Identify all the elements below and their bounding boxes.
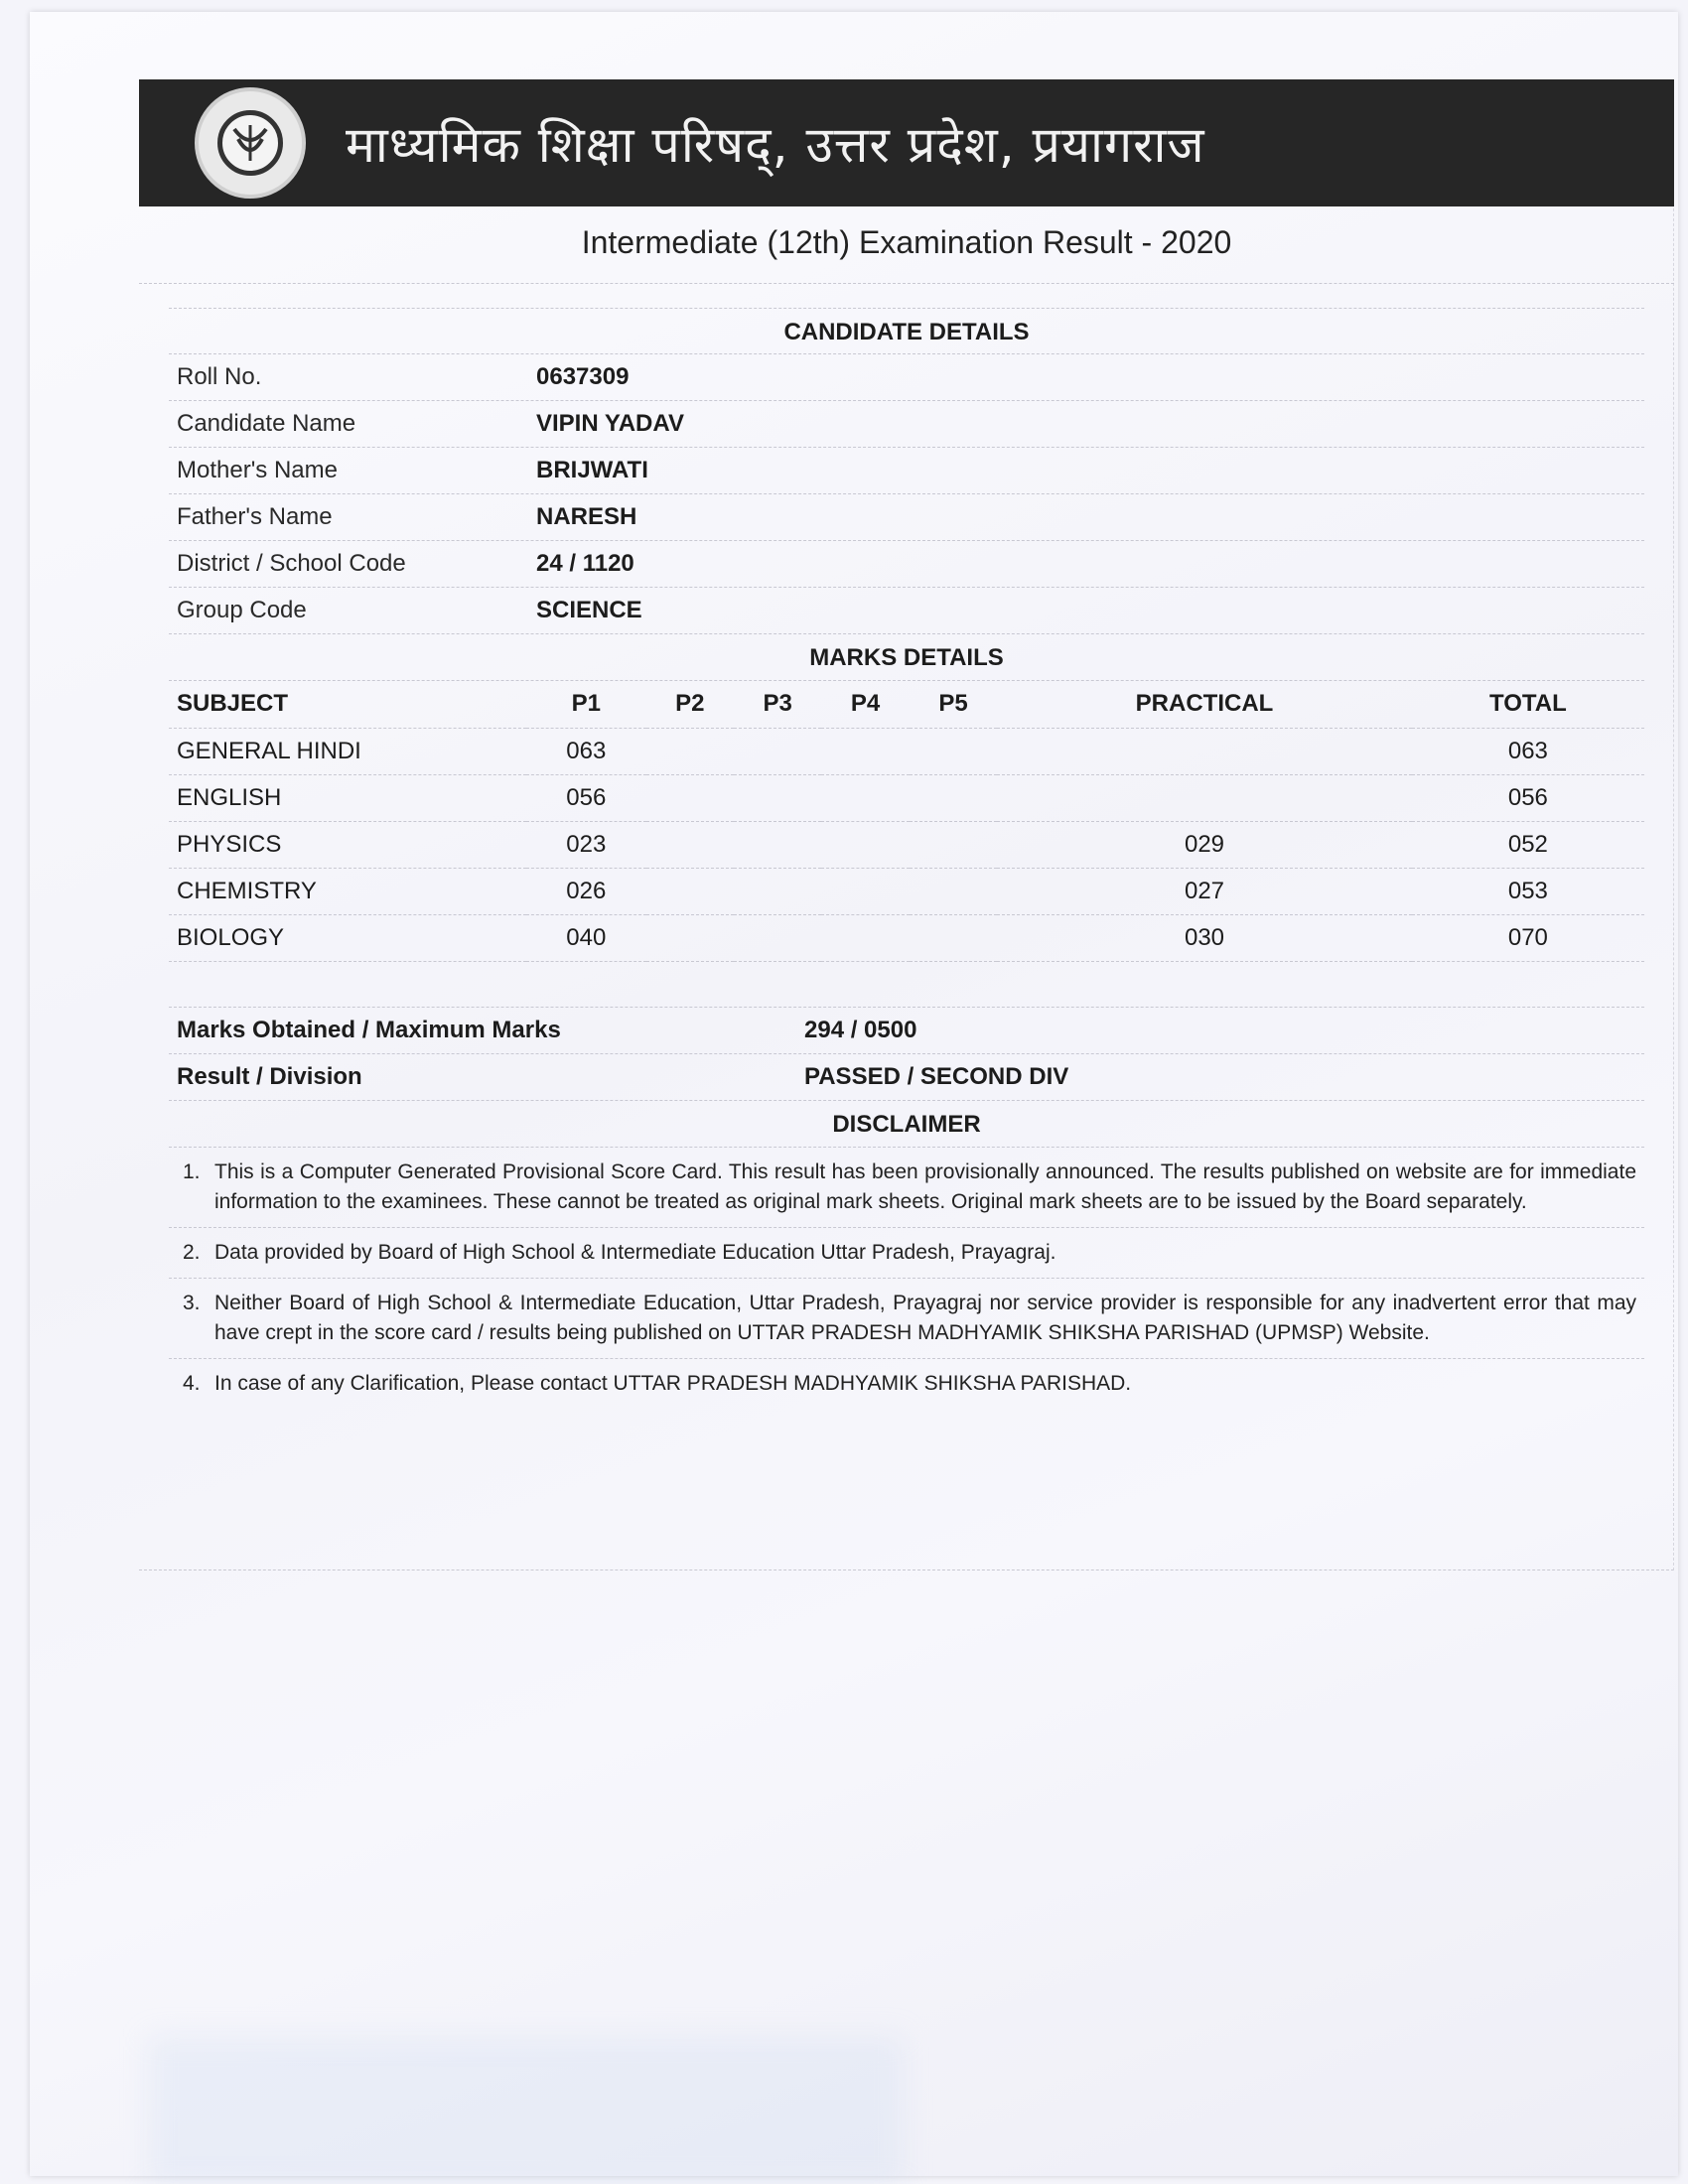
item-text: In case of any Clarification, Please contact UTTAR PRADESH MADHYAMIK SHIKSHA PARISHAD. [214,1371,1132,1395]
p1-cell: 063 [526,728,646,774]
marks-table [169,681,1644,962]
p5-cell [910,821,997,868]
p1-cell: 056 [526,774,646,821]
field-label: Candidate Name [177,410,356,437]
p2-cell [646,821,734,868]
exam-title: Intermediate (12th) Examination Result - 2020 [581,224,1232,260]
item-number: 3. [183,1291,201,1314]
total-cell: 053 [1412,868,1644,914]
practical-cell: 027 [997,868,1412,914]
p4-cell [821,774,909,821]
candidate-details-heading: CANDIDATE DETAILS [169,308,1644,354]
roll-no-row [169,354,1644,401]
p2-cell [646,728,734,774]
subject-cell: ENGLISH [169,774,526,821]
group-code-value: SCIENCE [536,597,642,623]
item-text: Data provided by Board of High School & Intermediate Education Uttar Pradesh, Prayagraj. [214,1240,1056,1264]
marks-obtained-label: Marks Obtained / Maximum Marks [177,1016,561,1043]
p2-cell [646,868,734,914]
column-header-p4: P4 [821,681,909,728]
disclaimer-list [169,1148,1644,1409]
total-cell: 056 [1412,774,1644,821]
list-item [169,1359,1644,1409]
table-row [169,868,1644,914]
field-label: District / School Code [177,550,406,577]
board-name: माध्यमिक शिक्षा परिषद्, उत्तर प्रदेश, प्रयागराज [346,116,1205,174]
column-header-p5: P5 [910,681,997,728]
p5-cell [910,728,997,774]
column-header-p2: P2 [646,681,734,728]
group-code-row [169,588,1644,634]
list-item [169,1279,1644,1359]
spacer [169,962,1644,1008]
column-header-p3: P3 [734,681,821,728]
marks-details-heading: MARKS DETAILS [169,634,1644,681]
mother-name-row [169,448,1644,494]
marks-obtained-value: 294 / 0500 [804,1016,917,1043]
divider [139,283,1674,284]
p3-cell [734,774,821,821]
total-cell: 063 [1412,728,1644,774]
candidate-details [169,354,1644,634]
p5-cell [910,868,997,914]
p3-cell [734,821,821,868]
up-government-seal-icon [195,87,306,199]
column-header-p1: P1 [526,681,646,728]
p3-cell [734,728,821,774]
column-header-subject: SUBJECT [169,681,526,728]
p4-cell [821,868,909,914]
scan-smudge [149,2037,904,2184]
p3-cell [734,914,821,961]
practical-cell: 029 [997,821,1412,868]
list-item [169,1148,1644,1228]
p4-cell [821,914,909,961]
result-sheet [139,79,1674,1570]
district-school-code-row [169,541,1644,588]
practical-cell [997,774,1412,821]
scanned-paper [30,12,1678,2176]
p5-cell [910,914,997,961]
practical-cell [997,728,1412,774]
item-text: This is a Computer Generated Provisional Score Card. This result has been provisionally announced. The results published on website are for immediate information to the examinees. These cannot be treated as original mark sheets. Original mark sheets are to be issued by the Board separately. [214,1160,1636,1213]
column-header-practical: PRACTICAL [997,681,1412,728]
disclaimer-heading: DISCLAIMER [169,1101,1644,1148]
column-header-total: TOTAL [1412,681,1644,728]
p5-cell [910,774,997,821]
item-number: 2. [183,1240,201,1264]
candidate-name-value: VIPIN YADAV [536,410,684,437]
district-school-code-value: 24 / 1120 [536,550,634,577]
table-row [169,821,1644,868]
practical-cell: 030 [997,914,1412,961]
p3-cell [734,868,821,914]
p2-cell [646,914,734,961]
p4-cell [821,728,909,774]
result-division-value: PASSED / SECOND DIV [804,1062,1069,1090]
item-text: Neither Board of High School & Intermediate Education, Uttar Pradesh, Prayagraj nor service provider is responsible for any inadvertent error that may have crept in the score card / results being published on UTTAR PRADESH MADHYAMIK SHIKSHA PARISHAD (UPMSP) Website. [214,1291,1636,1344]
field-label: Mother's Name [177,457,338,483]
item-number: 1. [183,1160,201,1183]
p1-cell: 023 [526,821,646,868]
list-item [169,1228,1644,1279]
p4-cell [821,821,909,868]
subject-cell: PHYSICS [169,821,526,868]
father-name-value: NARESH [536,503,637,530]
header-banner [139,79,1674,206]
mother-name-value: BRIJWATI [536,457,648,483]
result-division-row [169,1054,1644,1101]
result-division-label: Result / Division [177,1062,362,1090]
subject-cell: BIOLOGY [169,914,526,961]
roll-no-value: 0637309 [536,363,630,390]
total-cell: 052 [1412,821,1644,868]
p1-cell: 040 [526,914,646,961]
p2-cell [646,774,734,821]
table-row [169,728,1644,774]
seal-emblem-icon [228,121,272,165]
result-content [169,308,1644,1409]
table-row [169,914,1644,961]
candidate-name-row [169,401,1644,448]
item-number: 4. [183,1371,201,1395]
field-label: Roll No. [177,363,262,390]
p1-cell: 026 [526,868,646,914]
field-label: Group Code [177,597,307,623]
marks-header-row [169,681,1644,728]
marks-obtained-row [169,1008,1644,1054]
father-name-row [169,494,1644,541]
field-label: Father's Name [177,503,333,530]
total-cell: 070 [1412,914,1644,961]
subject-cell: CHEMISTRY [169,868,526,914]
subject-cell: GENERAL HINDI [169,728,526,774]
table-row [169,774,1644,821]
